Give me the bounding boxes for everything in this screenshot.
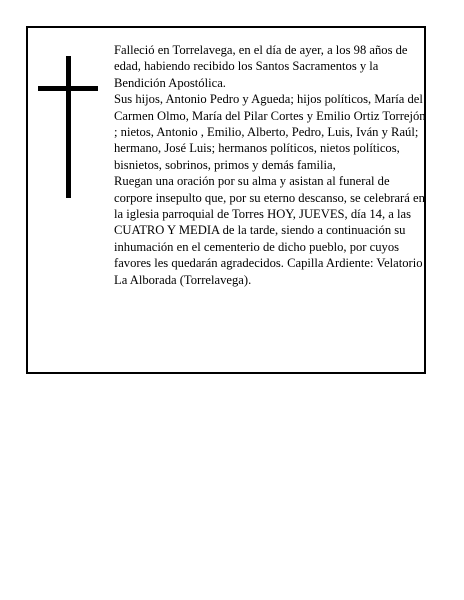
paragraph-funeral-details: Ruegan una oración por su alma y asistan al funeral de corpore insepulto que, por su eterno descanso, se celebrará en la iglesia parroquial de Torres HOY, JUEVES, día 14, a las CUATRO Y MEDIA de la tarde, siendo a continuación su inhumación en el cementerio de dicho pueblo, por cuyos favores les quedarán agradecidos. Capilla Ardiente: Velatorio La Alborada (Torrelavega).	[114, 174, 425, 287]
obituary-text	[114, 42, 426, 288]
cross-vertical-bar	[66, 56, 71, 198]
paragraph-death-announcement: Falleció en Torrelavega, en el día de ayer, a los 98 años de edad, habiendo recibido los Santos Sacramentos y la Bendición Apostólica.	[114, 43, 408, 90]
cross-icon	[38, 56, 98, 198]
obituary-notice	[26, 26, 426, 374]
cross-horizontal-bar	[38, 86, 98, 91]
paragraph-family-list: Sus hijos, Antonio Pedro y Agueda; hijos políticos, María del Carmen Olmo, María del Pilar Cortes y Emilio Ortiz Torrejón ; nietos, Antonio , Emilio, Alberto, Pedro, Luis, Iván y Raúl; hermano, José Luis; hermanos políticos, nietos políticos, bisnietos, sobrinos, primos y demás familia,	[114, 92, 426, 172]
